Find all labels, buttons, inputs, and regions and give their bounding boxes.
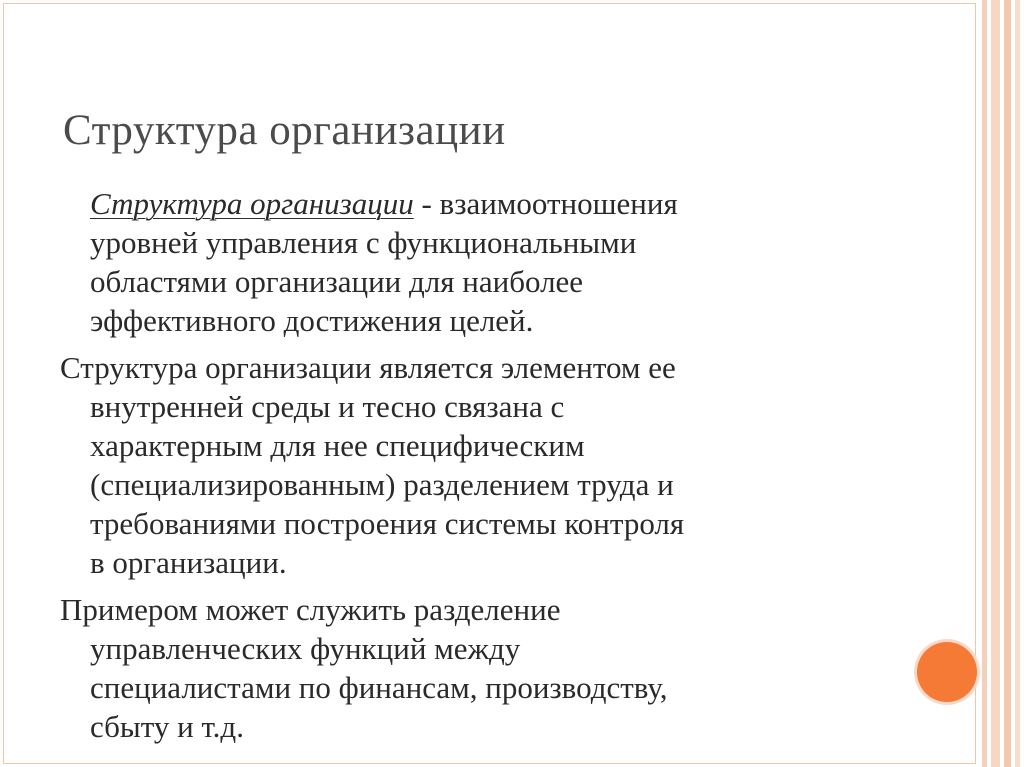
- decorative-stripe: [991, 0, 1000, 767]
- definition-line: эффективного достижения целей.: [90, 303, 534, 338]
- accent-circle: [917, 642, 977, 702]
- example-paragraph: [60, 590, 860, 746]
- example-paragraph-lead: Примером может служить разделение: [60, 592, 561, 627]
- defined-term: Структура организации: [90, 186, 414, 221]
- decorative-stripe: [982, 0, 987, 767]
- definition-line: областями организации для наиболее: [90, 264, 584, 299]
- definition-first-line: [60, 184, 860, 223]
- structure-paragraph-line: внутренней среды и тесно связана с: [90, 389, 565, 424]
- decorative-stripe: [1004, 0, 1011, 767]
- structure-paragraph-line: в организации.: [90, 545, 287, 580]
- structure-paragraph-line: требованиями построения системы контроля: [90, 506, 685, 541]
- structure-paragraph-lead: Структура организации является элементом ее: [60, 350, 676, 385]
- slide-title: Структура организации: [63, 107, 506, 154]
- structure-paragraph-line: характерным для нее специфическим: [90, 428, 585, 463]
- definition-paragraph: [60, 184, 860, 340]
- example-paragraph-line: сбыту и т.д.: [90, 709, 244, 744]
- example-paragraph-line: управленческих функций между: [90, 631, 521, 666]
- decorative-stripe: [1015, 0, 1020, 767]
- structure-paragraph: [60, 348, 860, 582]
- example-paragraph-line: специалистами по финансам, производству,: [90, 670, 668, 705]
- slide-body: [60, 184, 860, 754]
- definition-line: уровней управления с функциональными: [90, 225, 637, 260]
- structure-paragraph-line: (специализированным) разделением труда и: [90, 467, 674, 502]
- definition-first-line-rest: - взаимоотношения: [413, 186, 678, 221]
